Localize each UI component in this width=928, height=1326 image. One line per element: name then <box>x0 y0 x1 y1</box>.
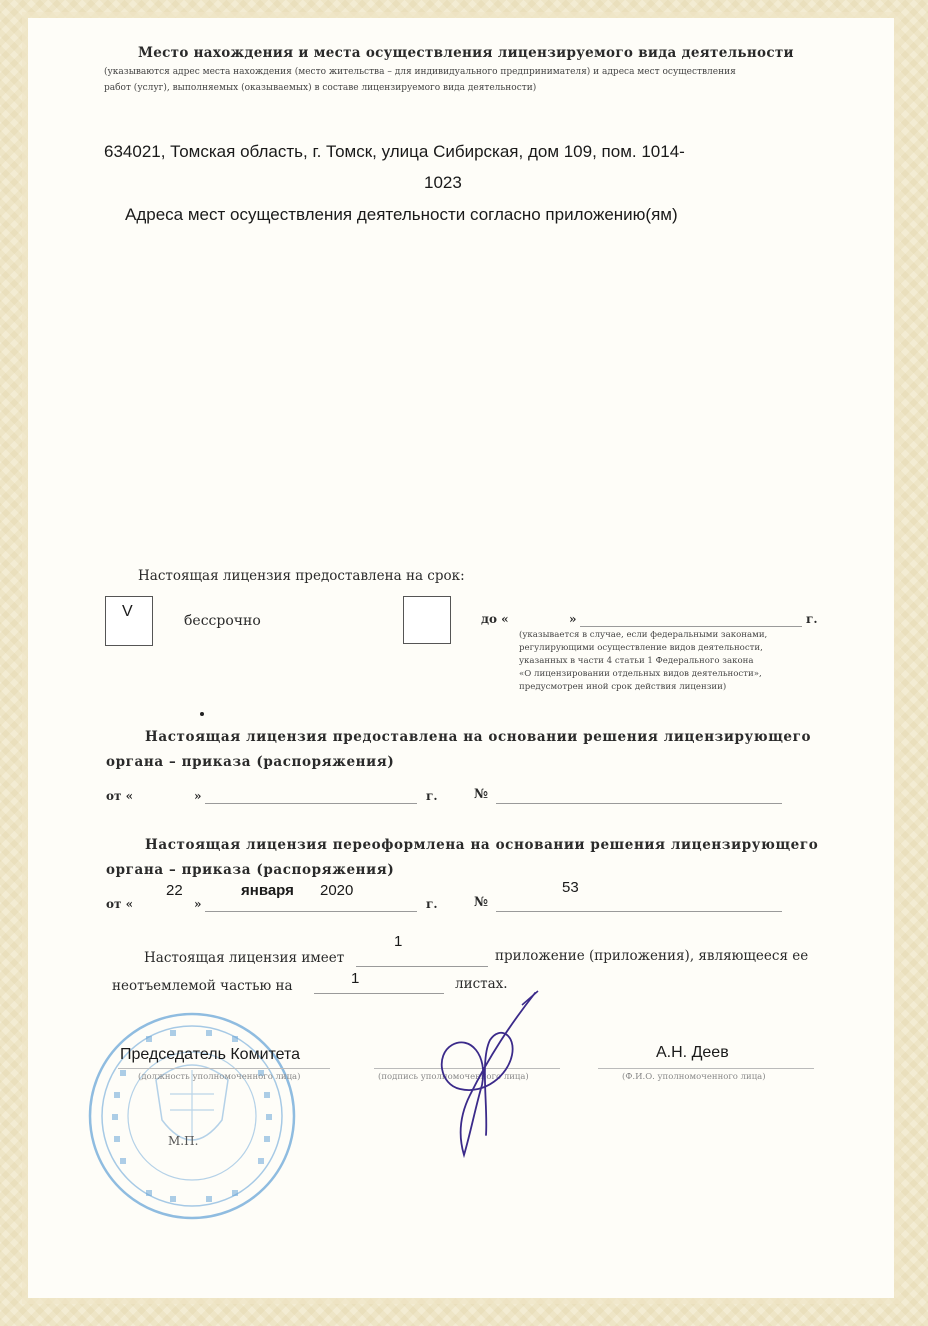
reissue-day: 22 <box>166 882 183 899</box>
handwritten-signature <box>430 985 550 1165</box>
until-close-quote: » <box>569 612 577 626</box>
signatory-name: А.Н. Деев <box>656 1044 729 1061</box>
grant-number-line <box>496 803 782 804</box>
grant-line1: Настоящая лицензия предоставлена на основании решения лицензирующего <box>145 729 812 745</box>
unlimited-label: бессрочно <box>184 613 261 629</box>
address-activity-places: Адреса мест осуществления деятельности согласно приложению(ям) <box>125 205 678 224</box>
until-date-line <box>580 626 802 627</box>
term-note-3: указанных в части 4 статьи 1 Федерального закона <box>519 656 754 666</box>
appendix-count-line <box>356 966 488 967</box>
official-stamp <box>86 1010 301 1222</box>
appendix-sheets-line <box>314 993 444 994</box>
grant-from-label: от « <box>106 789 134 803</box>
reissue-line1: Настоящая лицензия переоформлена на основании решения лицензирующего <box>145 837 819 853</box>
until-label: до « <box>481 612 509 626</box>
reissue-date-line <box>205 911 417 912</box>
reissue-number-line <box>496 911 782 912</box>
name-caption: (Ф.И.О. уполномоченного лица) <box>622 1072 766 1082</box>
grant-year-suffix: г. <box>426 789 438 803</box>
reissue-close-quote: » <box>194 897 202 911</box>
until-year-suffix: г. <box>806 612 818 626</box>
section-note-line1: (указываются адрес места нахождения (место жительства – для индивидуального предпринимателя) и адреса мест осуществления <box>104 67 736 77</box>
appendix-line1-prefix: Настоящая лицензия имеет <box>144 950 345 966</box>
stamp-place-label: М.П. <box>168 1134 199 1148</box>
ink-dot <box>200 712 204 716</box>
until-checkbox <box>403 596 451 644</box>
reissue-line2: органа – приказа (распоряжения) <box>106 862 395 878</box>
section-note-line2: работ (услуг), выполняемых (оказываемых) в составе лицензируемого вида деятельности) <box>104 83 537 93</box>
term-label: Настоящая лицензия предоставлена на срок: <box>138 568 465 584</box>
reissue-number-label: № <box>474 895 489 910</box>
appendix-sheets: 1 <box>351 970 360 987</box>
section-title: Место нахождения и места осуществления лицензируемого вида деятельности <box>138 45 794 61</box>
address-line1: 634021, Томская область, г. Томск, улица Сибирская, дом 109, пом. 1014- <box>104 142 685 161</box>
reissue-year: 2020 <box>320 882 354 899</box>
grant-number-label: № <box>474 787 489 802</box>
appendix-line1-suffix: приложение (приложения), являющееся ее <box>495 948 809 964</box>
position-line <box>118 1068 330 1069</box>
unlimited-checkbox <box>105 596 153 646</box>
term-note-1: (указывается в случае, если федеральными законами, <box>519 630 768 640</box>
reissue-month: января <box>241 882 294 899</box>
term-note-2: регулирующими осуществление видов деятельности, <box>519 643 763 653</box>
signatory-position: Председатель Комитета <box>120 1046 301 1063</box>
term-note-5: предусмотрен иной срок действия лицензии) <box>519 682 727 692</box>
position-caption: (должность уполномоченного лица) <box>138 1072 301 1082</box>
reissue-number: 53 <box>562 879 579 896</box>
reissue-from-label: от « <box>106 897 134 911</box>
term-note-4: «О лицензировании отдельных видов деятельности», <box>519 669 762 679</box>
signature-caption: (подпись уполномоченного лица) <box>378 1072 529 1082</box>
grant-date-line <box>205 803 417 804</box>
check-mark: V <box>122 603 133 620</box>
appendix-line2-prefix: неотъемлемой частью на <box>112 978 293 994</box>
name-line <box>598 1068 814 1069</box>
grant-close-quote: » <box>194 789 202 803</box>
reissue-year-suffix: г. <box>426 897 438 911</box>
appendix-line2-suffix: листах. <box>455 976 508 992</box>
appendix-count: 1 <box>394 933 403 950</box>
address-line2: 1023 <box>424 173 462 192</box>
grant-line2: органа – приказа (распоряжения) <box>106 754 395 770</box>
